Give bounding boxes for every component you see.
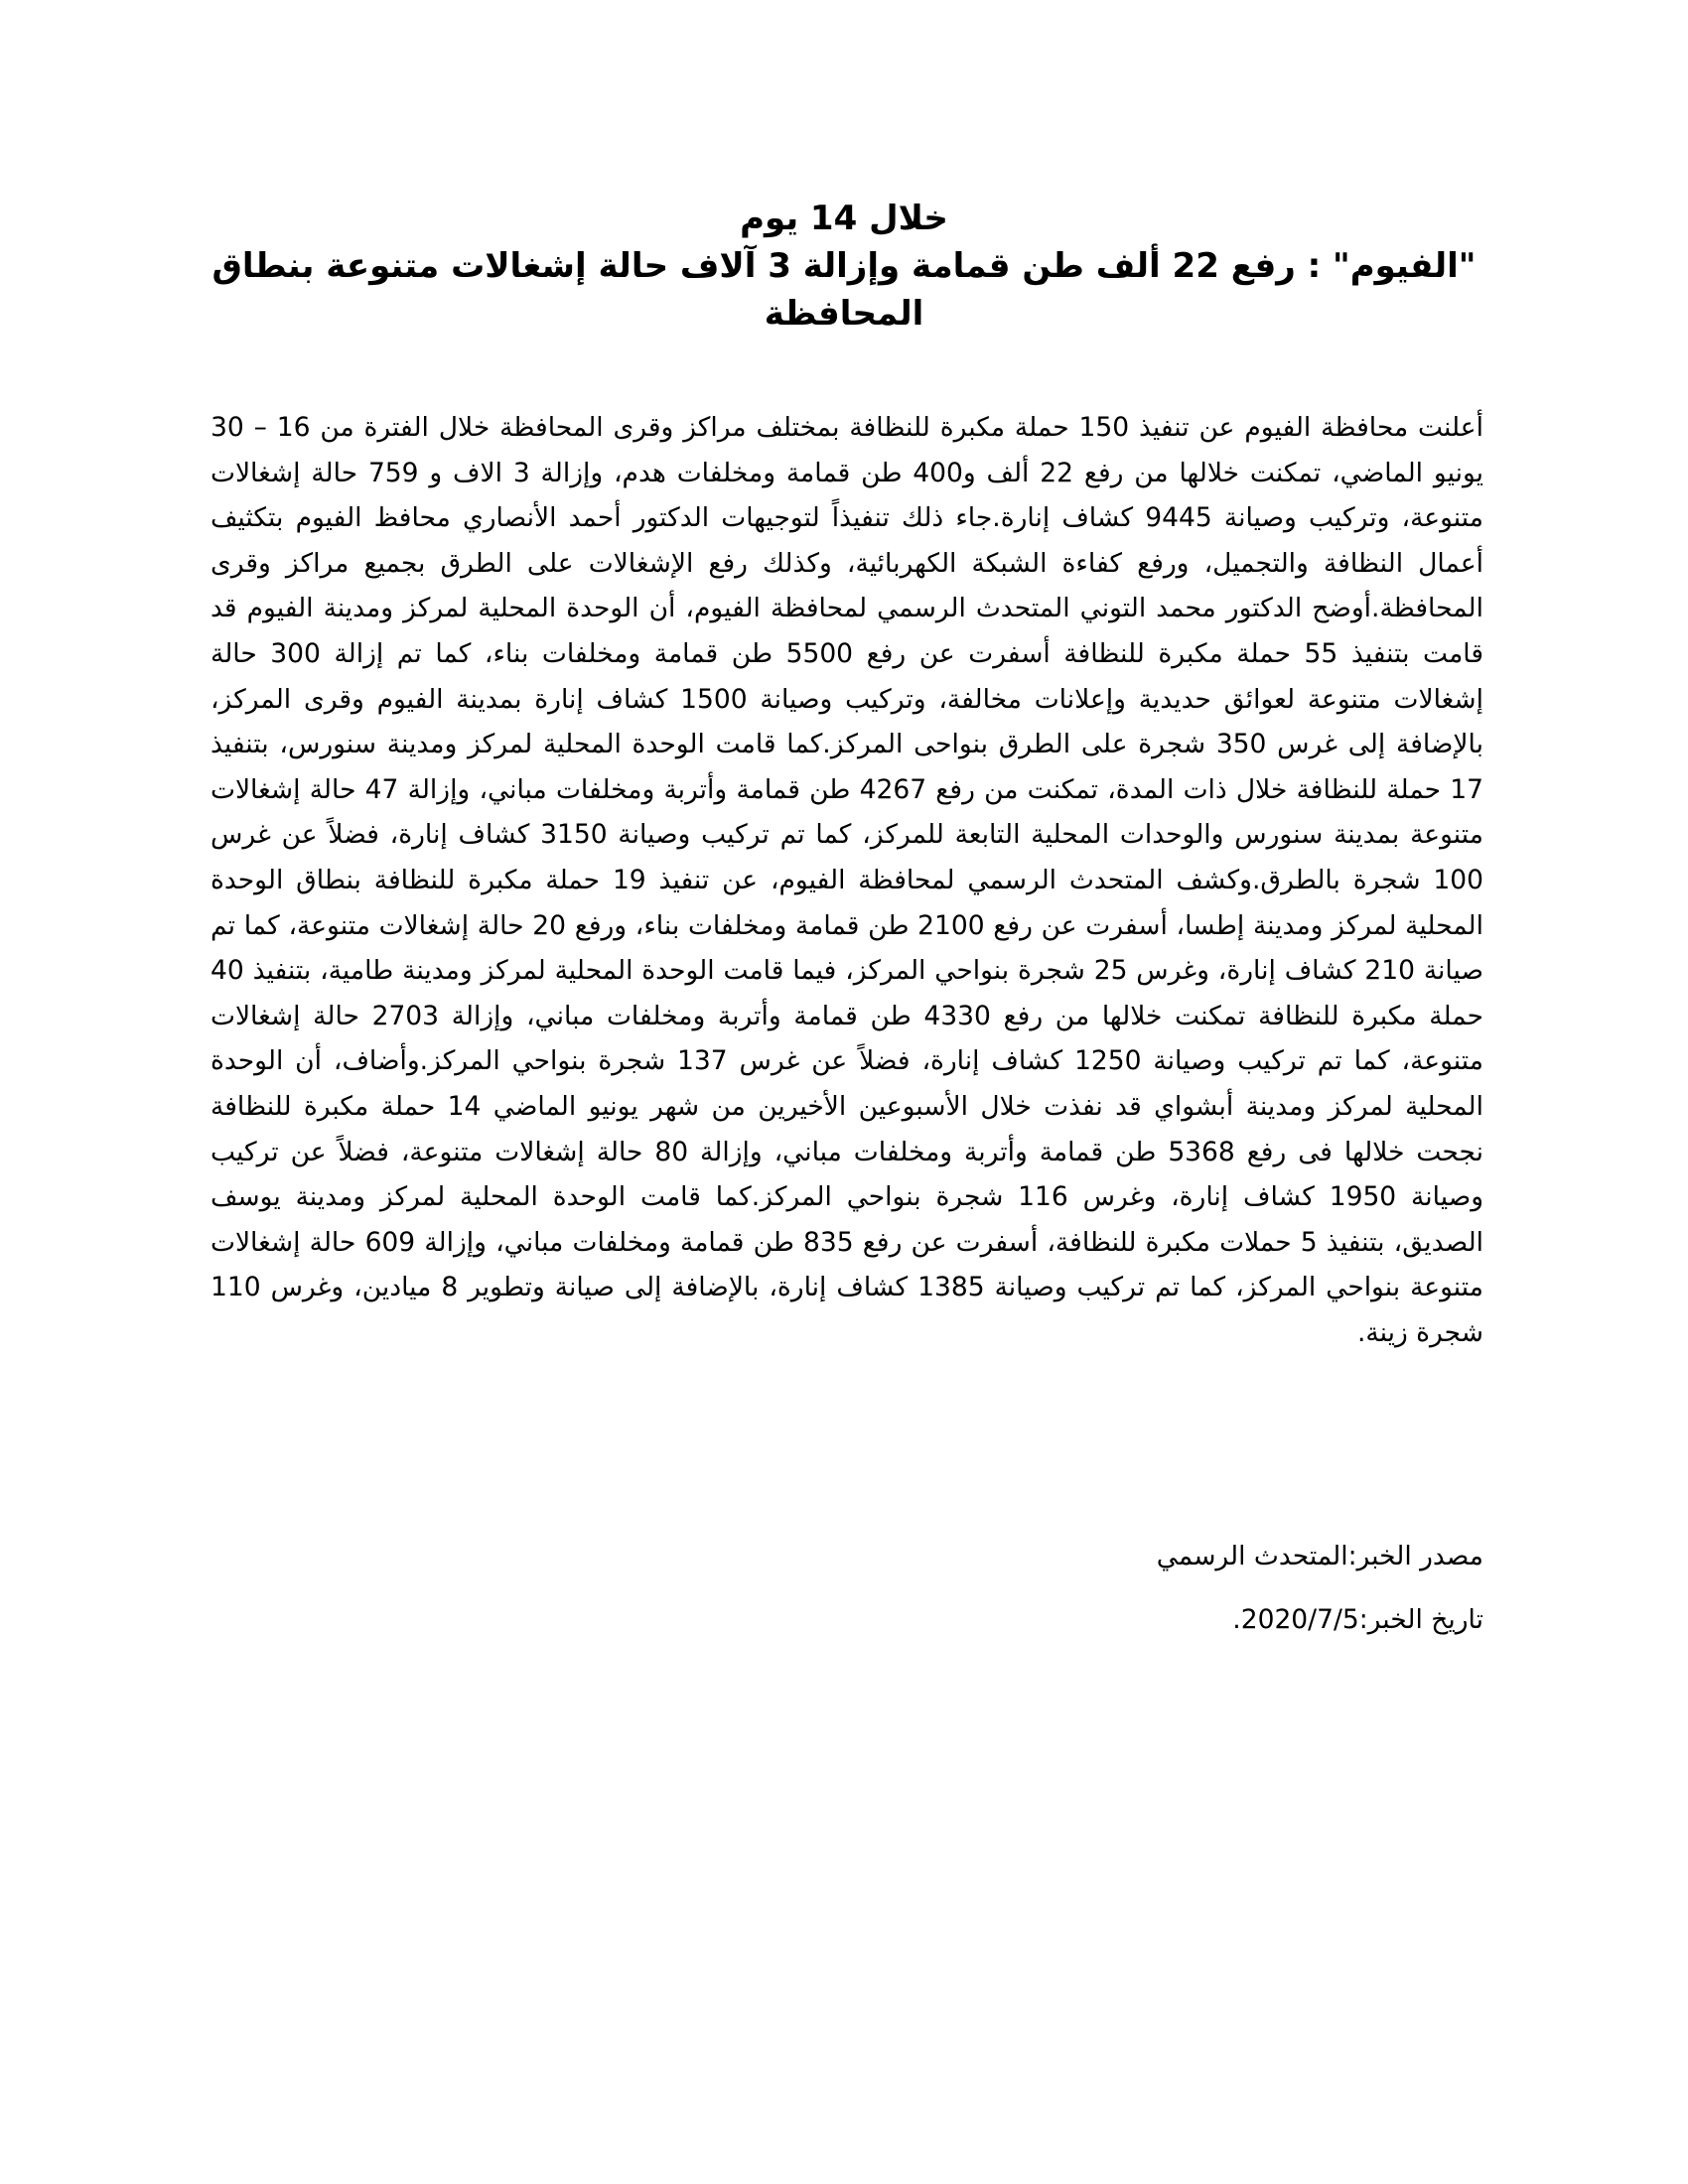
news-source: مصدر الخبر:المتحدث الرسمي (1156, 1541, 1483, 1571)
article-kicker: خلال 14 يوم (740, 199, 948, 238)
article-headline (209, 195, 1479, 338)
article-body: أعلنت محافظة الفيوم عن تنفيذ 150 حملة مكبرة للنظافة بمختلف مراكز وقرى المحافظة خلال الفترة من 16 – 30 يونيو الماضي، تمكنت خلالها من رفع 22 ألف و400 طن قمامة ومخلفات هدم، وإزالة 3 الاف و 759 حالة إشغالات متنوعة، وتركيب وصيانة 9445 كشاف إنارة.جاء ذلك تنفيذاً لتوجيهات الدكتور أحمد الأنصاري محافظ الفيوم بتكثيف أعمال النظافة والتجميل، ورفع كفاءة الشبكة الكهربائية، وكذلك رفع الإشغالات على الطرق بجميع مراكز وقرى المحافظة.أوضح الدكتور محمد التوني المتحدث الرسمي لمحافظة الفيوم، أن الوحدة المحلية لمركز ومدينة الفيوم قد قامت بتنفيذ 55 حملة مكبرة للنظافة أسفرت عن رفع 5500 طن قمامة ومخلفات بناء، كما تم إزالة 300 حالة إشغالات متنوعة لعوائق حديدية وإعلانات مخالفة، وتركيب وصيانة 1500 كشاف إنارة بمدينة الفيوم وقرى المركز، بالإضافة إلى غرس 350 شجرة على الطرق بنواحى المركز.كما قامت الوحدة المحلية لمركز ومدينة سنورس، بتنفيذ 17 حملة للنظافة خلال ذات المدة، تمكنت من رفع 4267 طن قمامة وأتربة ومخلفات مباني، وإزالة 47 حالة إشغالات متنوعة بمدينة سنورس والوحدات المحلية التابعة للمركز، كما تم تركيب وصيانة 3150 كشاف إنارة، فضلاً عن غرس 100 شجرة بالطرق.وكشف المتحدث الرسمي لمحافظة الفيوم، عن تنفيذ 19 حملة مكبرة للنظافة بنطاق الوحدة المحلية لمركز ومدينة إطسا، أسفرت عن رفع 2100 طن قمامة ومخلفات بناء، ورفع 20 حالة إشغالات متنوعة، كما تم صيانة 210 كشاف إنارة، وغرس 25 شجرة بنواحي المركز، فيما قامت الوحدة المحلية لمركز ومدينة طامية، بتنفيذ 40 حملة مكبرة للنظافة تمكنت خلالها من رفع 4330 طن قمامة وأتربة ومخلفات مباني، وإزالة 2703 حالة إشغالات متنوعة، كما تم تركيب وصيانة 1250 كشاف إنارة، فضلاً عن غرس 137 شجرة بنواحي المركز.وأضاف، أن الوحدة المحلية لمركز ومدينة أبشواي قد نفذت خلال الأسبوعين الأخيرين من شهر يونيو الماضي 14 حملة مكبرة للنظافة نجحت خلالها فى رفع 5368 طن قمامة وأتربة ومخلفات مباني، وإزالة 80 حالة إشغالات متنوعة، فضلاً عن تركيب وصيانة 1950 كشاف إنارة، وغرس 116 شجرة بنواحي المركز.كما قامت الوحدة المحلية لمركز ومدينة يوسف الصديق، بتنفيذ 5 حملات مكبرة للنظافة، أسفرت عن رفع 835 طن قمامة ومخلفات مباني، وإزالة 609 حالة إشغالات متنوعة بنواحي المركز، كما تم تركيب وصيانة 1385 كشاف إنارة، بالإضافة إلى صيانة وتطوير 8 ميادين، وغرس 110 شجرة زينة. (211, 412, 1484, 1348)
article-title: "الفيوم" : رفع 22 ألف طن قمامة وإزالة 3 آلاف حالة إشغالات متنوعة بنطاق المحافظة (211, 246, 1477, 334)
news-date: تاريخ الخبر:2020/7/5. (1232, 1604, 1483, 1635)
